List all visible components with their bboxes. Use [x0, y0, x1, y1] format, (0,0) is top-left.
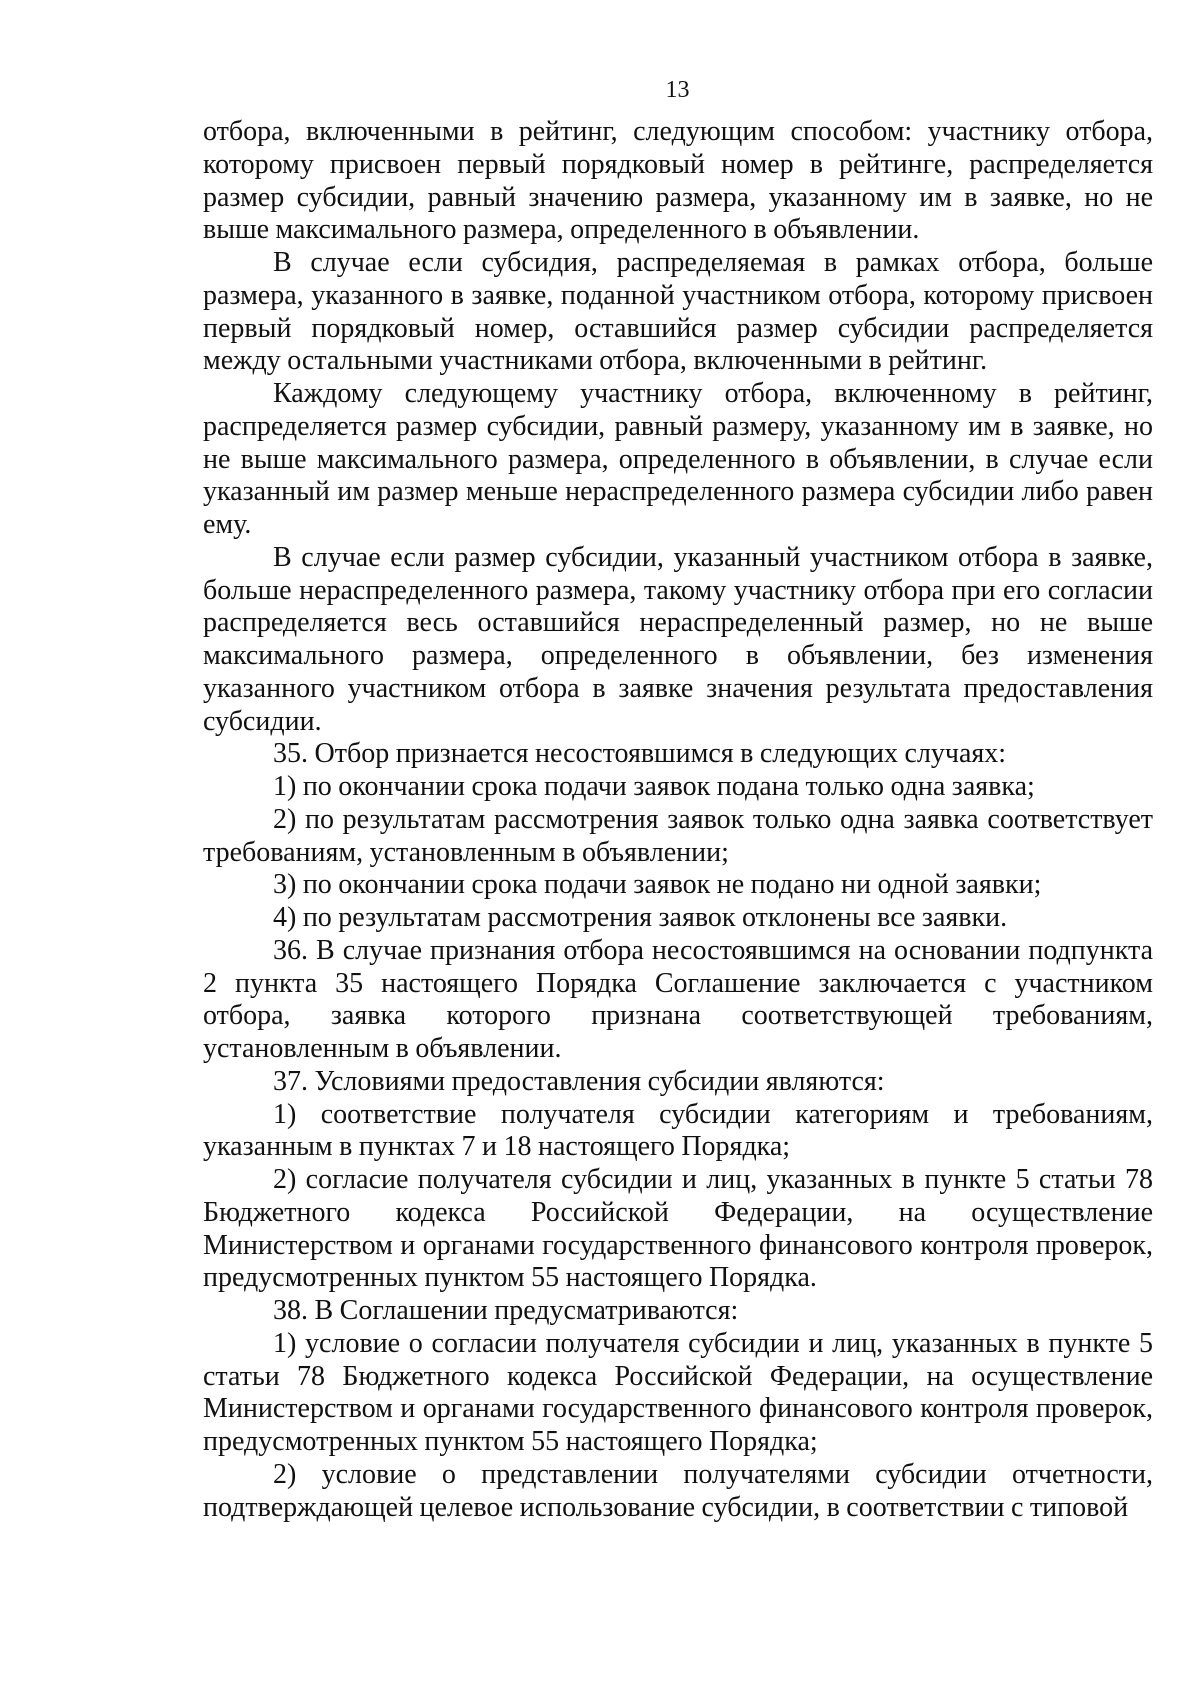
- clause-38: 38. В Соглашении предусматриваются:: [273, 1295, 739, 1326]
- list-item: 4) по результатам рассмотрения заявок отклонены все заявки.: [273, 902, 1008, 933]
- list-item: 1) по окончании срока подачи заявок подана только одна заявка;: [273, 771, 1035, 802]
- list-item: 2) по результатам рассмотрения заявок только одна заявка соответствует требованиям, установленным в объявлении;: [203, 803, 1153, 868]
- list-item: 1) условие о согласии получателя субсидии и лиц, указанных в пункте 5 статьи 78 Бюджетного кодекса Российской Федерации, на осуществление Министерством и органами государственного финансового контроля проверок, предусмотренных пунктом 55 настоящего Порядка;: [203, 1327, 1153, 1457]
- paragraph: В случае если размер субсидии, указанный участником отбора в заявке, больше нераспределенного размера, такому участнику отбора при его согласии распределяется весь оставшийся нераспределенный размер, но не выше максимального размера, определенного в объявлении, без изменения указанного участником отбора в заявке значения результата предоставления субсидии.: [203, 541, 1153, 737]
- document-body: [203, 116, 1153, 1524]
- list-item: 1) соответствие получателя субсидии категориям и требованиям, указанным в пунктах 7 и 18 настоящего Порядка;: [203, 1098, 1153, 1163]
- page-number: 13: [665, 77, 690, 103]
- list-item: 2) согласие получателя субсидии и лиц, указанных в пункте 5 статьи 78 Бюджетного кодекса Российской Федерации, на осуществление Министерством и органами государственного финансового контроля проверок, предусмотренных пунктом 55 настоящего Порядка.: [203, 1164, 1153, 1294]
- list-item: 3) по окончании срока подачи заявок не подано ни одной заявки;: [273, 869, 1042, 901]
- paragraph-continuation: отбора, включенными в рейтинг, следующим способом: участнику отбора, которому присвоен первый порядковый номер в рейтинге, распределяется размер субсидии, равный значению размера, указанному им в заявке, но не выше максимального размера, определенного в объявлении.: [203, 116, 1153, 246]
- clause-36: 36. В случае признания отбора несостоявшимся на основании подпункта 2 пункта 35 настоящего Порядка Соглашение заключается с участником отбора, заявка которого признана соответствующей требованиям, установленным в объявлении.: [203, 934, 1153, 1064]
- clause-35: 35. Отбор признается несостоявшимся в следующих случаях:: [273, 738, 1007, 770]
- paragraph: Каждому следующему участнику отбора, включенному в рейтинг, распределяется размер субсидии, равный размеру, указанному им в заявке, но не выше максимального размера, определенного в объявлении, в случае если указанный им размер меньше нераспределенного размера субсидии либо равен ему.: [203, 378, 1153, 540]
- list-item: 2) условие о представлении получателями субсидии отчетности, подтверждающей целевое использование субсидии, в соответствии с типовой: [203, 1458, 1153, 1523]
- paragraph: В случае если субсидия, распределяемая в рамках отбора, больше размера, указанного в заявке, поданной участником отбора, которому присвоен первый порядковый номер, оставшийся размер субсидии распределяется между остальными участниками отбора, включенными в рейтинг.: [203, 247, 1153, 377]
- clause-37: 37. Условиями предоставления субсидии являются:: [273, 1065, 885, 1097]
